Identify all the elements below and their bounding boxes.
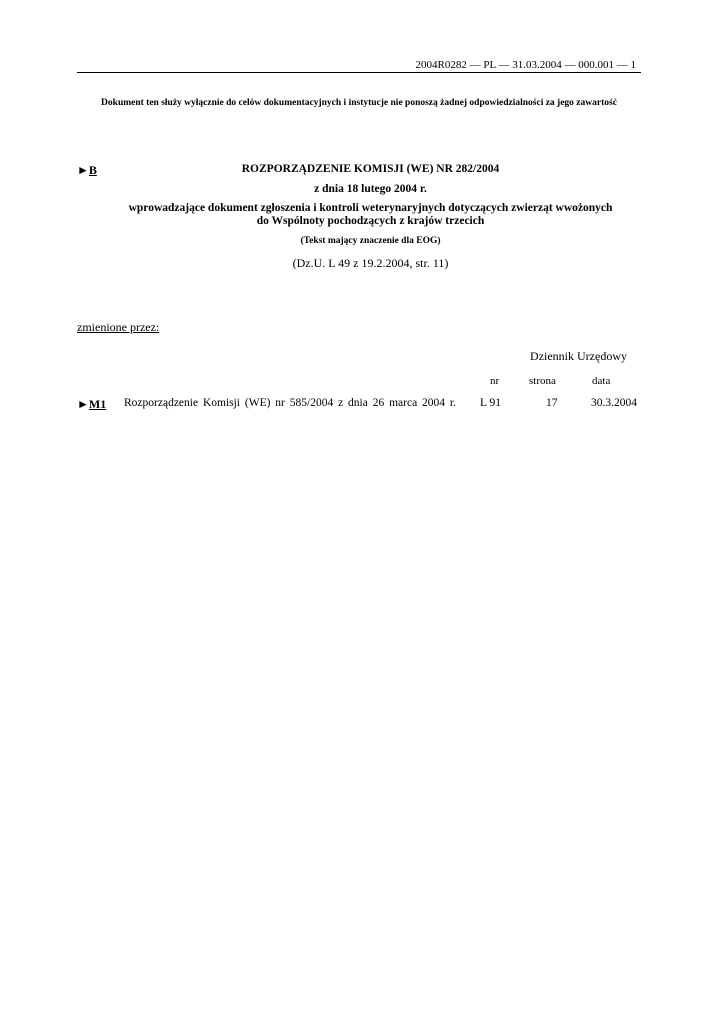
base-act-marker-code[interactable]: B [88,163,97,177]
document-reference-header: 2004R0282 — PL — 31.03.2004 — 000.001 — 1 [415,59,636,71]
official-journal-heading: Dziennik Urzędowy [530,349,627,363]
header-divider [77,72,641,73]
base-act-marker[interactable] [77,163,97,178]
regulation-subject [100,202,641,228]
column-header-nr: nr [490,375,500,387]
regulation-date: z dnia 18 lutego 2004 r. [314,183,427,195]
amendment-date: 30.3.2004 [591,397,637,409]
amendment-marker-code[interactable]: M1 [88,397,107,411]
amendment-nr: L 91 [480,397,501,409]
official-journal-reference: (Dz.U. L 49 z 19.2.2004, str. 11) [292,256,449,270]
amended-by-label: zmienione przez: [77,320,160,334]
eea-relevance-note: (Tekst mający znaczenie dla EOG) [300,236,441,246]
disclaimer-text: Dokument ten służy wyłącznie do celów dokumentacyjnych i instytucje nie ponoszą żadnej odpowiedzialności za jego zawartość [101,98,617,108]
amendment-page: 17 [546,397,558,409]
regulation-subject-line-1: wprowadzające dokument zgłoszenia i kontroli weterynaryjnych dotyczących zwierząt wwożonych [128,202,613,214]
column-header-data: data [592,375,611,387]
column-header-strona: strona [529,375,556,387]
amendment-marker-m1[interactable] [77,397,106,412]
regulation-title: ROZPORZĄDZENIE KOMISJI (WE) NR 282/2004 [241,163,500,175]
regulation-subject-line-2: do Wspólnoty pochodzących z krajów trzecich [256,215,485,227]
amendment-title: Rozporządzenie Komisji (WE) nr 585/2004 z dnia 26 marca 2004 r. [124,397,457,409]
marker-arrow-icon: ► [77,163,89,177]
marker-arrow-icon: ► [77,397,89,411]
